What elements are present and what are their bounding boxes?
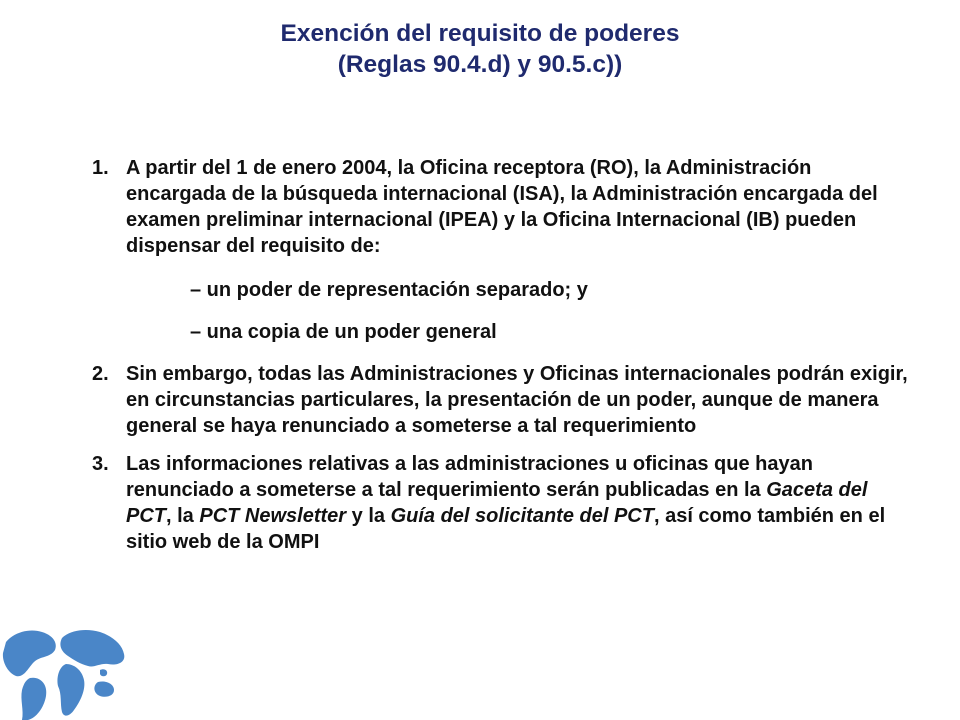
text-segment: y la <box>346 505 391 527</box>
title-line-1: Exención del requisito de poderes <box>280 20 680 47</box>
gazette-title: Gaceta del PCT <box>126 479 868 527</box>
item-number: 3. <box>92 453 109 475</box>
list-item-1 <box>92 155 912 259</box>
item-number: 1. <box>92 157 109 179</box>
guide-title: Guía del solicitante del PCT <box>390 505 654 527</box>
numbered-list <box>92 155 912 567</box>
list-item-2 <box>92 361 912 439</box>
item-text: A partir del 1 de enero 2004, la Oficina receptora (RO), la Administración encargada de la búsqueda internacional (ISA), la Administración encargada del examen preliminar internacional (IPEA) y la Oficina Internacional (IB) pueden dispensar del requisito de: <box>126 157 878 257</box>
world-map-icon <box>0 620 130 720</box>
item-text <box>126 453 885 553</box>
sub-item-separate-power: – un poder de representación separado; y <box>190 279 588 301</box>
title-line-2: (Reglas 90.4.d) y 90.5.c)) <box>337 51 623 78</box>
item-number: 2. <box>92 363 109 385</box>
sub-item-general-power-copy: – una copia de un poder general <box>190 321 497 343</box>
slide-title <box>0 18 960 80</box>
newsletter-title: PCT Newsletter <box>199 505 347 527</box>
list-item-3 <box>92 451 912 555</box>
text-segment: , la <box>166 505 200 527</box>
text-segment: , así como también en el sitio web de la OMPI <box>126 505 886 553</box>
item-text: Sin embargo, todas las Administraciones y Oficinas internacionales podrán exigir, en circunstancias particulares, la presentación de un poder, aunque de manera general se haya renunciado a someterse a tal requerimiento <box>126 363 908 437</box>
text-segment: Las informaciones relativas a las administraciones u oficinas que hayan renunciado a someterse a tal requerimiento serán publicadas en la <box>126 453 813 501</box>
